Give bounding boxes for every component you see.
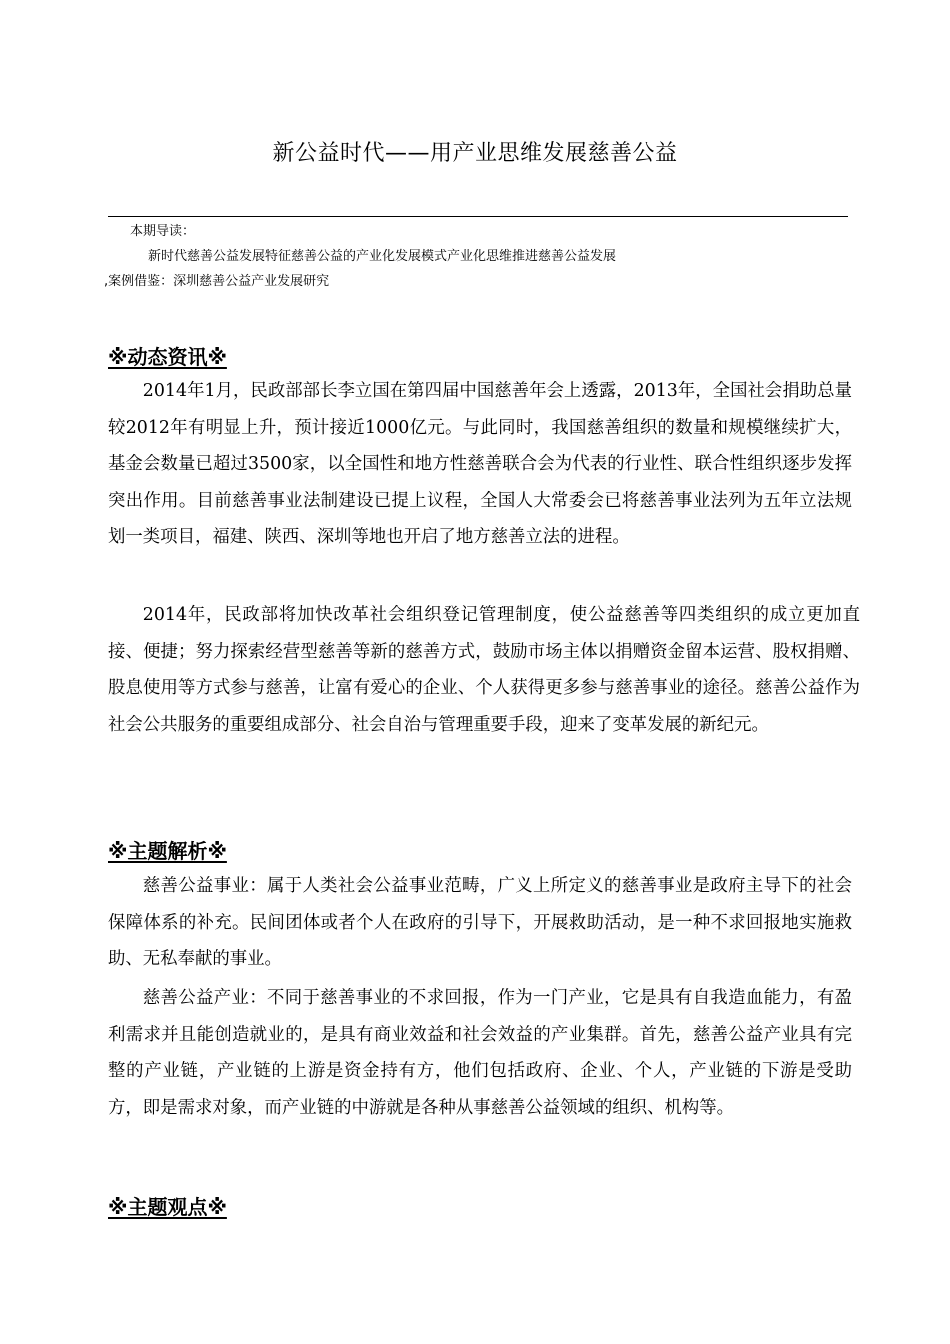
section-heading-analysis: ※主题解析※ [108, 839, 227, 863]
guide-topics: 新时代慈善公益发展特征慈善公益的产业化发展模式产业化思维推进慈善公益发展 [148, 249, 617, 264]
guide-label: 本期导读： [130, 224, 196, 239]
section-heading-viewpoints: ※主题观点※ [108, 1195, 227, 1219]
title-divider [108, 216, 848, 217]
news-paragraph-2: 2014年，民政部将加快改革社会组织登记管理制度，使公益慈善等四类组织的成立更加直接、便捷；努力探索经营型慈善等新的慈善方式，鼓励市场主体以捐赠资金留本运营、股权捐赠、股息使用等方式参与慈善，让富有爱心的企业、个人获得更多参与慈善事业的途径。慈善公益作为社会公共服务的重要组成部分、社会自治与管理重要手段，迎来了变革发展的新纪元。 [108, 605, 860, 735]
document-title: 新公益时代——用产业思维发展慈善公益 [272, 141, 678, 166]
analysis-paragraph-1: 慈善公益事业：属于人类社会公益事业范畴，广义上所定义的慈善事业是政府主导下的社会保障体系的补充。民间团体或者个人在政府的引导下，开展救助活动，是一种不求回报地实施救助、无私奉献的事业。 [108, 876, 852, 970]
news-paragraph-1: 2014年1月，民政部部长李立国在第四届中国慈善年会上透露，2013年，全国社会捐助总量较2012年有明显上升，预计接近1000亿元。与此同时，我国慈善组织的数量和规模继续扩大，基金会数量已超过3500家，以全国性和地方性慈善联合会为代表的行业性、联合性组织逐步发挥突出作用。目前慈善事业法制建设已提上议程，全国人大常委会已将慈善事业法列为五年立法规划一类项目，福建、陕西、深圳等地也开启了地方慈善立法的进程。 [108, 381, 852, 548]
guide-case-study: ,案例借鉴：深圳慈善公益产业发展研究 [104, 274, 330, 289]
analysis-paragraph-2: 慈善公益产业：不同于慈善事业的不求回报，作为一门产业，它是具有自我造血能力，有盈利需求并且能创造就业的，是具有商业效益和社会效益的产业集群。首先，慈善公益产业具有完整的产业链，产业链的上游是资金持有方，他们包括政府、企业、个人，产业链的下游是受助方，即是需求对象，而产业链的中游就是各种从事慈善公益领域的组织、机构等。 [108, 988, 852, 1118]
section-heading-news: ※动态资讯※ [108, 345, 227, 369]
